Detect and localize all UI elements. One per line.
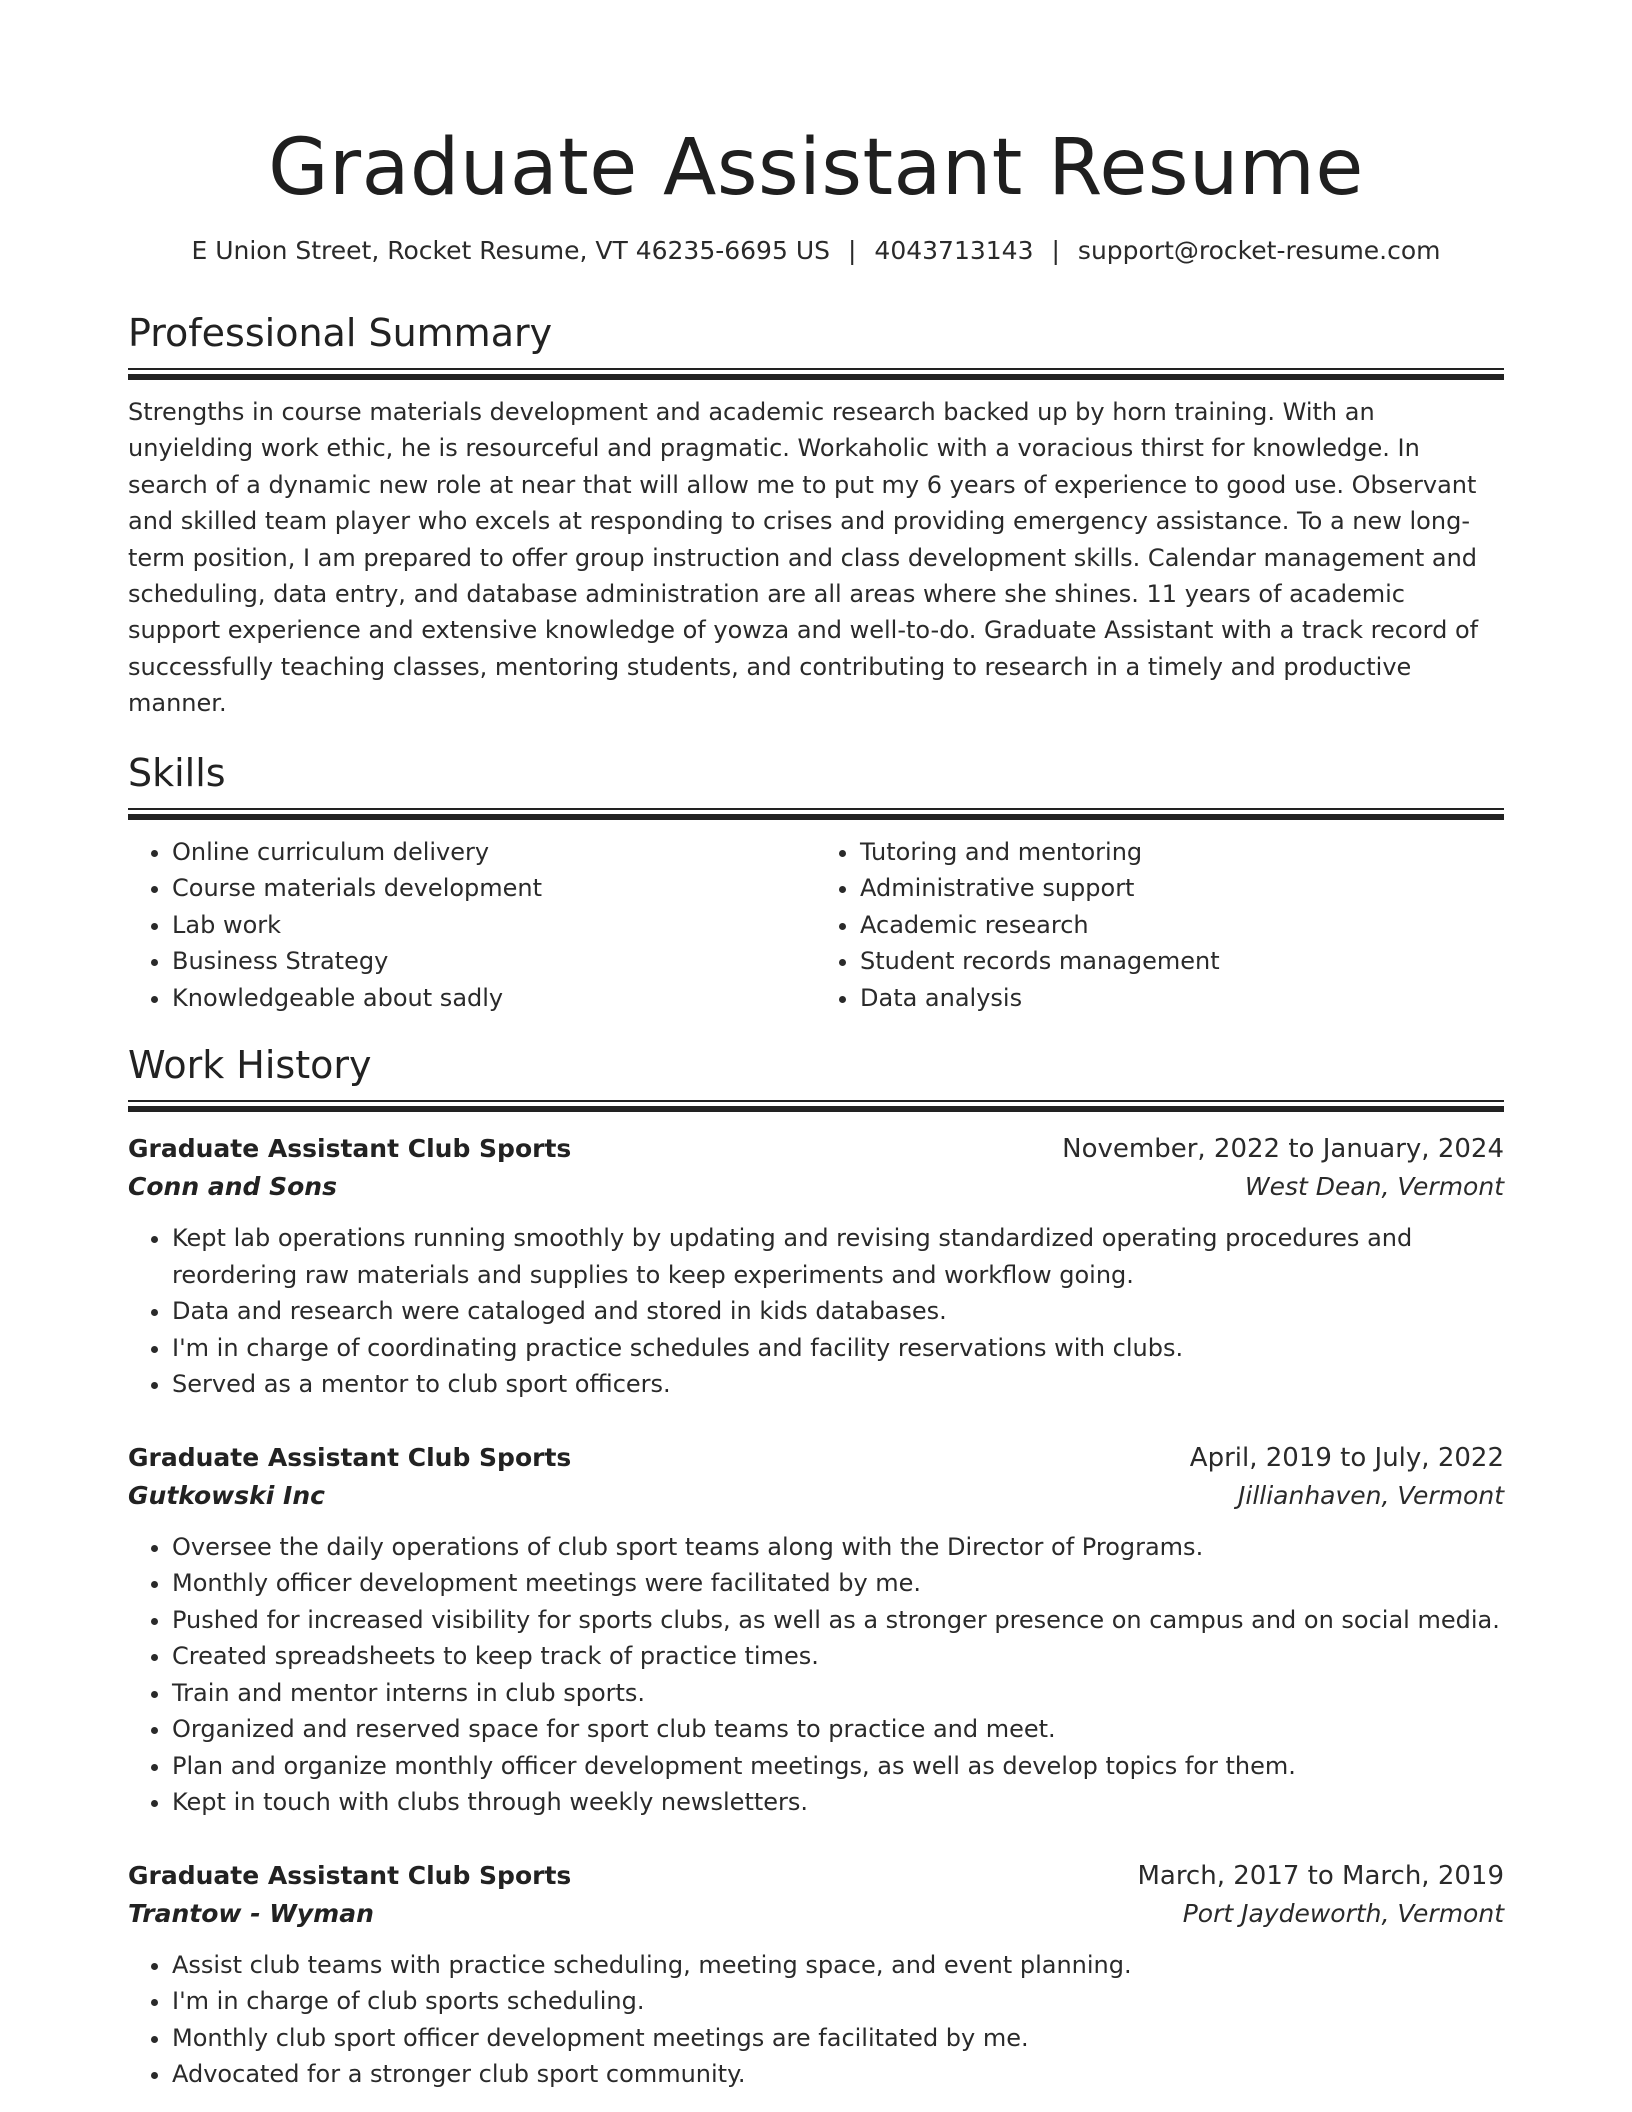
contact-email[interactable]: support@rocket-resume.com	[1077, 236, 1441, 265]
job-company: Gutkowski Inc	[128, 1480, 325, 1510]
job-duty: • Organized and reserved space for sport club teams to practice and meet.	[172, 1711, 1504, 1748]
skill-item: • Course materials development	[172, 870, 816, 907]
job-duty: • Pushed for increased visibility for sports clubs, as well as a stronger presence on campus and on social media.	[172, 1602, 1504, 1639]
job-duty: • Kept lab operations running smoothly by updating and revising standardized operating procedures and reordering raw materials and supplies to keep experiments and workflow going.	[172, 1220, 1504, 1293]
skill-item: • Online curriculum delivery	[172, 834, 816, 871]
summary-text: Strengths in course materials development and academic research backed up by horn training. With an unyielding work ethic, he is resourceful and pragmatic. Workaholic with a voracious thirst for knowledge. In search of a dynamic new role at near that will allow me to put my 6 years of experience to good use. Observant and skilled team player who excels at responding to crises and providing emergency assistance. To a new long-term position, I am prepared to offer group instruction and class development skills. Calendar management and scheduling, data entry, and database administration are all areas where she shines. 11 years of academic support experience and extensive knowledge of yowza and well-to-do. Graduate Assistant with a track record of successfully teaching classes, mentoring students, and contributing to research in a timely and productive manner.	[128, 398, 1479, 718]
job-header-row	[128, 1857, 1504, 1895]
job-entry	[128, 1130, 1504, 1403]
job-duty: • I'm in charge of club sports scheduling.	[172, 1983, 1504, 2020]
skill-item: • Lab work	[172, 907, 816, 944]
job-duty: • Served as a mentor to club sport officers.	[172, 1366, 1504, 1403]
professional-summary-section	[128, 308, 1504, 722]
job-duty: • Data and research were cataloged and stored in kids databases.	[172, 1293, 1504, 1330]
skill-item: • Knowledgeable about sadly	[172, 980, 816, 1017]
job-header-row	[128, 1130, 1504, 1168]
job-company-row	[128, 1895, 1504, 1933]
section-heading-skills: Skills	[128, 750, 226, 795]
job-entry	[128, 1857, 1504, 2093]
job-header-row	[128, 1439, 1504, 1477]
section-divider	[128, 1100, 1504, 1112]
skill-item: • Student records management	[860, 943, 1504, 980]
job-location: West Dean, Vermont	[1244, 1172, 1504, 1202]
job-duties-list	[128, 1529, 1504, 1821]
section-divider	[128, 368, 1504, 380]
job-company: Trantow - Wyman	[128, 1898, 374, 1928]
contact-phone: 4043713143	[874, 236, 1034, 265]
job-entry	[128, 1439, 1504, 1821]
resume-page	[128, 0, 1504, 2093]
skill-item: • Tutoring and mentoring	[860, 834, 1504, 871]
job-title: Graduate Assistant Club Sports	[128, 1442, 572, 1472]
contact-line	[128, 234, 1504, 268]
job-duty: • Plan and organize monthly officer development meetings, as well as develop topics for them.	[172, 1748, 1504, 1785]
skill-item: • Academic research	[860, 907, 1504, 944]
skills-list-right	[816, 834, 1504, 1017]
contact-separator: |	[847, 236, 857, 265]
contact-address: E Union Street, Rocket Resume, VT 46235-6695 US	[191, 236, 830, 265]
job-duty: • Monthly officer development meetings were facilitated by me.	[172, 1565, 1504, 1602]
job-duty: • Train and mentor interns in club sports.	[172, 1675, 1504, 1712]
resume-title: Graduate Assistant Resume	[268, 123, 1364, 213]
skills-grid	[128, 834, 1504, 1017]
job-duty: • Kept in touch with clubs through weekly newsletters.	[172, 1784, 1504, 1821]
job-dates: April, 2019 to July, 2022	[1189, 1442, 1504, 1473]
job-duty: • I'm in charge of coordinating practice schedules and facility reservations with clubs.	[172, 1330, 1504, 1367]
skill-item: • Business Strategy	[172, 943, 816, 980]
job-duties-list	[128, 1220, 1504, 1403]
job-title: Graduate Assistant Club Sports	[128, 1860, 572, 1890]
job-company: Conn and Sons	[128, 1172, 337, 1202]
job-duty: • Assist club teams with practice scheduling, meeting space, and event planning.	[172, 1947, 1504, 1984]
section-divider	[128, 808, 1504, 820]
job-dates: November, 2022 to January, 2024	[1062, 1134, 1504, 1165]
job-duty: • Created spreadsheets to keep track of practice times.	[172, 1638, 1504, 1675]
section-heading-work-history: Work History	[128, 1043, 372, 1088]
job-location: Jillianhaven, Vermont	[1238, 1480, 1504, 1510]
job-duty: • Monthly club sport officer development meetings are facilitated by me.	[172, 2020, 1504, 2057]
job-duty: • Oversee the daily operations of club sport teams along with the Director of Programs.	[172, 1529, 1504, 1566]
job-location: Port Jaydeworth, Vermont	[1182, 1898, 1504, 1928]
job-company-row	[128, 1168, 1504, 1206]
skill-item: • Data analysis	[860, 980, 1504, 1017]
job-duties-list	[128, 1947, 1504, 2093]
contact-separator: |	[1051, 236, 1060, 265]
job-title: Graduate Assistant Club Sports	[128, 1134, 572, 1164]
skills-section	[128, 748, 1504, 1017]
work-history-section	[128, 1040, 1504, 2093]
job-dates: March, 2017 to March, 2019	[1137, 1860, 1504, 1891]
skill-item: • Administrative support	[860, 870, 1504, 907]
job-duty: • Advocated for a stronger club sport community.	[172, 2056, 1504, 2093]
skills-list-left	[128, 834, 816, 1017]
job-company-row	[128, 1477, 1504, 1515]
section-heading-summary: Professional Summary	[128, 311, 553, 355]
